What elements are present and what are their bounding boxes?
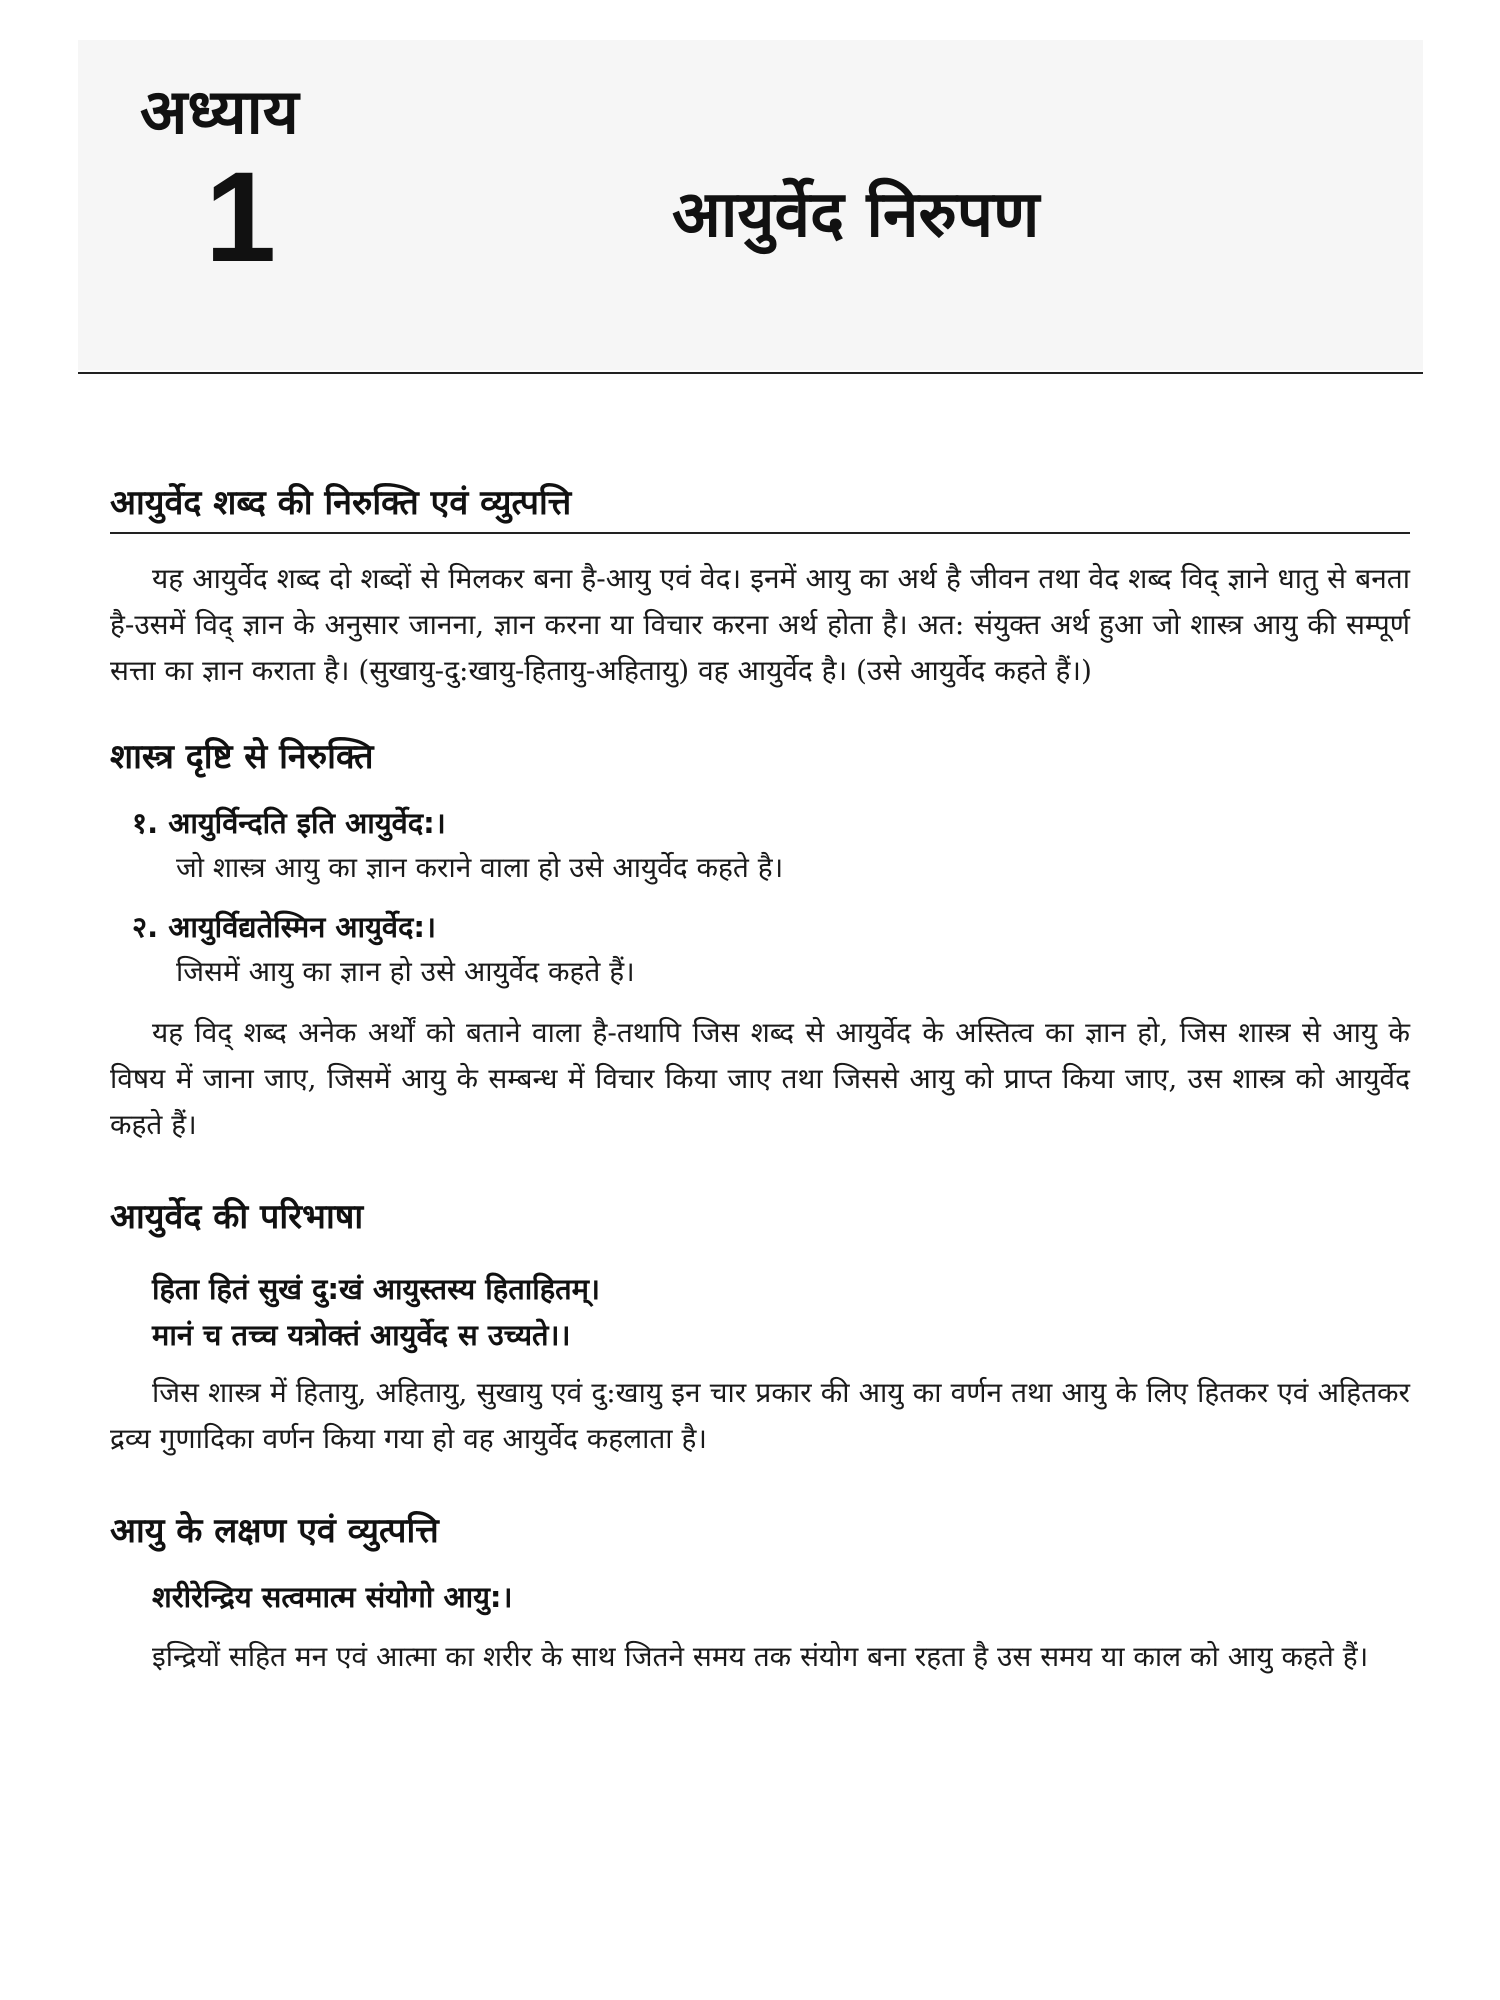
- section-heading-etymology: आयुर्वेद शब्द की निरुक्ति एवं व्युत्पत्ति: [110, 478, 1410, 534]
- section-heading-definition: आयुर्वेद की परिभाषा: [110, 1197, 364, 1237]
- chapter-number: 1: [205, 146, 277, 289]
- list-item-2-meaning: जिसमें आयु का ज्ञान हो उसे आयुर्वेद कहते हैं।: [176, 955, 635, 988]
- list-item-1: [110, 800, 1410, 890]
- paragraph-definition: जिस शास्त्र में हितायु, अहितायु, सुखायु एवं दु:खायु इन चार प्रकार की आयु का वर्णन तथा आयु के लिए हितकर एवं अहितकर द्रव्य गुणादिका वर्णन किया गया हो वह आयुर्वेद कहलाता है।: [110, 1376, 1410, 1455]
- section-heading-ayu-lakshan: आयु के लक्षण एवं व्युत्पत्ति: [110, 1511, 439, 1551]
- chapter-title: आयुर्वेद निरुपण: [672, 178, 1040, 252]
- header-divider: [78, 372, 1423, 374]
- paragraph-vid-meaning: यह विद् शब्द अनेक अर्थों को बताने वाला है-तथापि जिस शब्द से आयुर्वेद के अस्तित्व का ज्ञान हो, जिस शास्त्र से आयु के विषय में जाना जाए, जिसमें आयु के सम्बन्ध में विचार किया जाए तथा जिससे आयु को प्राप्त किया जाए, उस शास्त्र को आयुर्वेद कहते हैं।: [110, 1016, 1410, 1141]
- list-item-2-number: २.: [132, 910, 159, 944]
- verse-definition-line-1: हिता हितं सुखं दु:खं आयुस्तस्य हिताहितम्।: [152, 1272, 601, 1306]
- paragraph-etymology: यह आयुर्वेद शब्द दो शब्दों से मिलकर बना है-आयु एवं वेद। इनमें आयु का अर्थ है जीवन तथा वेद शब्द विद् ज्ञाने धातु से बनता है-उसमें विद् ज्ञान के अनुसार जानना, ज्ञान करना या विचार करना अर्थ होता है। अत: संयुक्त अर्थ हुआ जो शास्त्र आयु की सम्पूर्ण सत्ता का ज्ञान कराता है। (सुखायु-दु:खायु-हितायु-अहितायु) वह आयुर्वेद है। (उसे आयुर्वेद कहते हैं।): [110, 562, 1410, 687]
- list-item-1-sutra-text: आयुर्विन्दति इति आयुर्वेद:।: [168, 806, 446, 840]
- list-item-2: [110, 904, 1410, 994]
- list-item-1-sutra: [132, 800, 1410, 846]
- paragraph-ayu-lakshan: इन्द्रियों सहित मन एवं आत्मा का शरीर के साथ जितने समय तक संयोग बना रहता है उस समय या काल को आयु कहते हैं।: [152, 1640, 1369, 1673]
- list-item-1-number: १.: [132, 806, 159, 840]
- verse-definition-line-2: मानं च तच्च यत्रोक्तं आयुर्वेद स उच्यते।।: [152, 1318, 571, 1352]
- list-item-2-sutra: [132, 904, 1410, 950]
- list-item-2-sutra-text: आयुर्विद्यतेस्मिन आयुर्वेद:।: [168, 910, 437, 944]
- list-item-1-meaning: जो शास्त्र आयु का ज्ञान कराने वाला हो उसे आयुर्वेद कहते है।: [176, 851, 784, 884]
- verse-ayu-lakshan: शरीरेन्द्रिय सत्वमात्म संयोगो आयु:।: [152, 1580, 513, 1614]
- chapter-label: अध्याय: [140, 75, 299, 148]
- chapter-content: [110, 478, 1410, 1680]
- section-heading-shastra-nirukti: शास्त्र दृष्टि से निरुक्ति: [110, 737, 374, 777]
